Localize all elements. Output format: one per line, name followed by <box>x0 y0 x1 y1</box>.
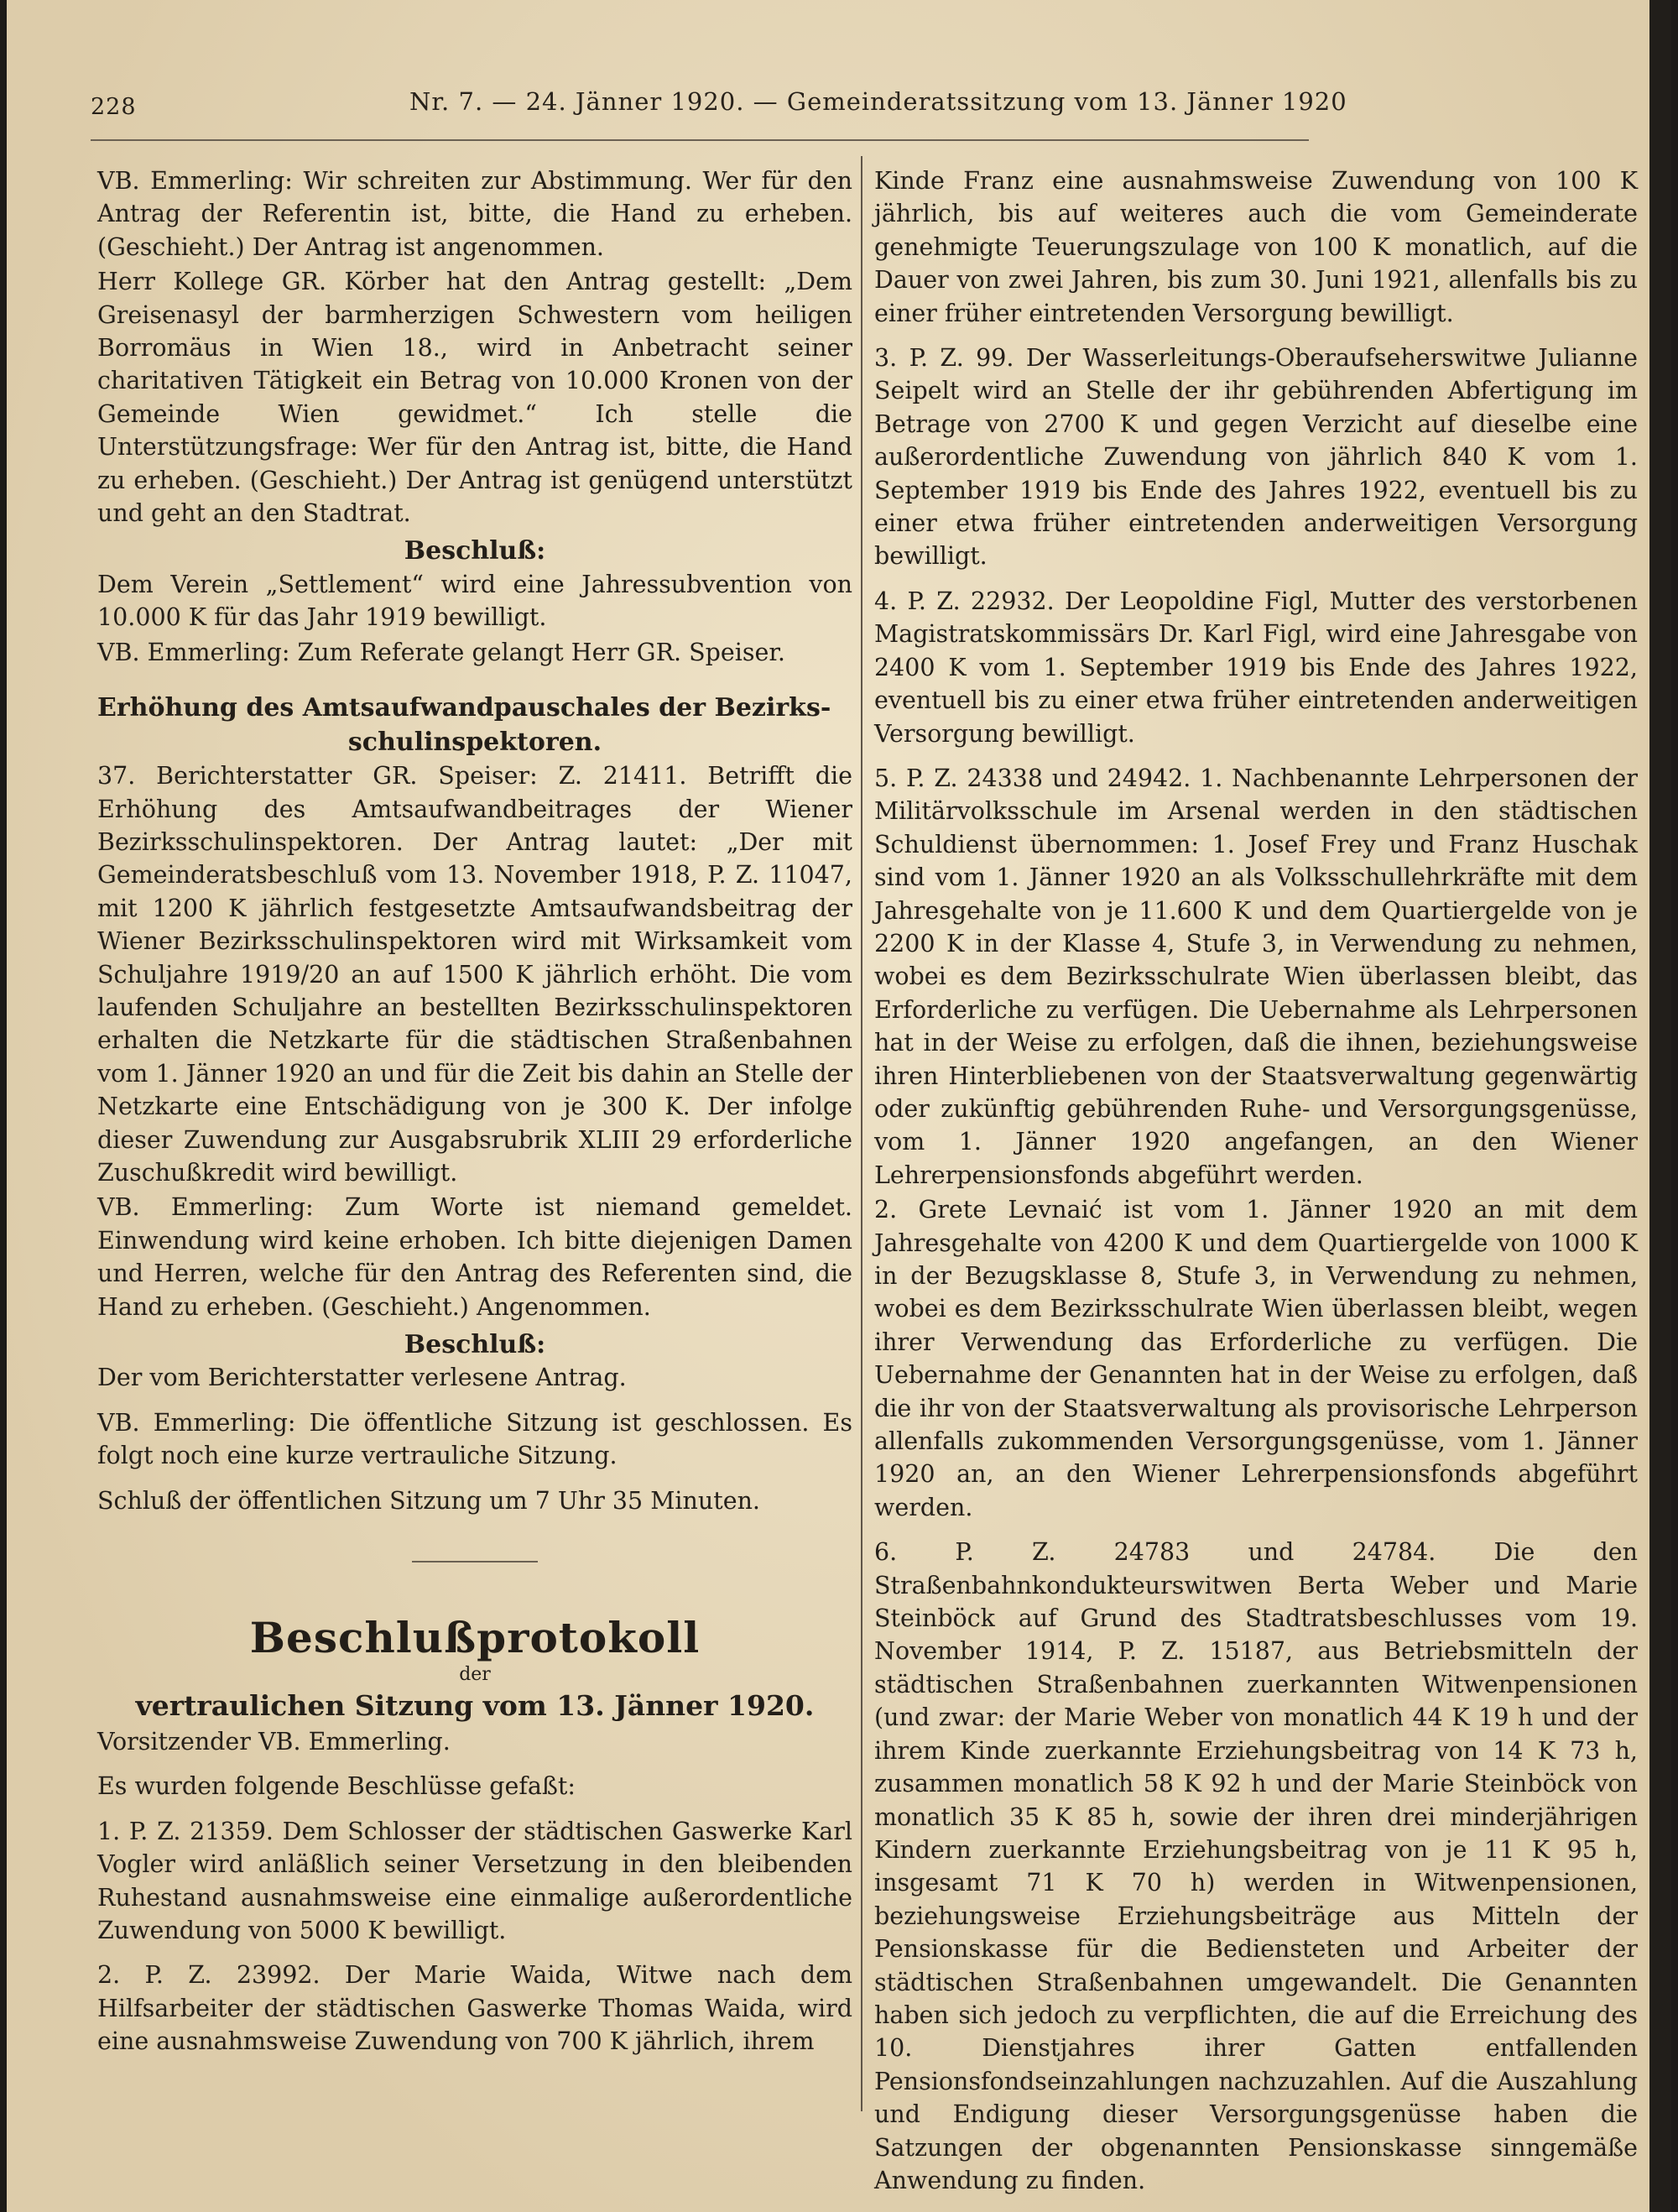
beschluss-item-3: 3. P. Z. 99. Der Wasserleitungs-Oberaufseherswitwe Julianne Seipelt wird an Stelle der ihr gebührenden Abfertigung im Betrage von 2700 K und gegen Verzicht auf dieselbe eine außerordentliche Zuwendung von jährlich 840 K vom 1. September 1919 bis Ende des Jahres 1922, eventuell bis zu einer etwa früher eintretenden anderweitigen Versorgung bewilligt. <box>874 344 1638 571</box>
section-heading-line-2: schulinspektoren. <box>347 728 602 758</box>
paragraph-beschluss-text: Der vom Berichterstatter verlesene Antrag. <box>97 1364 627 1392</box>
right-column <box>874 164 1638 2197</box>
vorsitzender: Vorsitzender VB. Emmerling. <box>97 1728 451 1756</box>
section-heading <box>97 691 852 759</box>
paragraph-koerber-antrag: Herr Kollege GR. Körber hat den Antrag gestellt: „Dem Greisenasyl der barmherzigen Schwestern vom heiligen Borromäus in Wien 18., wird in Anbetracht seiner charitativen Tätigkeit ein Betrag von 10.000 Kronen von der Gemeinde Wien gewidmet.“ Ich stelle die Unterstützungsfrage: Wer für den Antrag ist, bitte, die Hand zu erheben. (Geschieht.) Der Antrag ist genügend unterstützt und geht an den Stadtrat. <box>97 268 852 528</box>
scan-edge <box>1649 0 1671 2212</box>
paragraph-abstimmung: VB. Emmerling: Wir schreiten zur Abstimmung. Wer für den Antrag der Referentin ist, bitte, die Hand zu erheben. (Geschieht.) Der Antrag ist angenommen. <box>97 167 852 261</box>
beschluss-item-2-cont: Kinde Franz eine ausnahmsweise Zuwendung von 100 K jährlich, bis auf weiteres auch die vom Gemeinderate genehmigte Teuerungszulage von 100 K monatlich, auf die Dauer von zwei Jahren, bis zum 30. Juni 1921, allenfalls bis zu einer früher eintretenden Versorgung bewilligt. <box>874 167 1638 327</box>
paragraph-item-37: 37. Berichterstatter GR. Speiser: Z. 21411. Betrifft die Erhöhung des Amtsaufwandbeitrages der Wiener Bezirksschulinspektoren. Der Antrag lautet: „Der mit Gemeinderatsbeschluß vom 13. November 1918, P. Z. 11047, mit 1200 K jährlich festgesetzte Amtsaufwandsbeitrag der Wiener Bezirksschulinspektoren wird mit Wirksamkeit vom Schuljahre 1919/20 an auf 1500 K jährlich erhöht. Die vom laufenden Schuljahre an bestellten Bezirksschulinspektoren erhalten die Netzkarte für die städtischen Straßenbahnen vom 1. Jänner 1920 an und für die Zeit bis dahin an Stelle der Netzkarte eine Entschädigung von je 300 K. Der infolge dieser Zuwendung zur Ausgabsrubrik XLIII 29 erforderliche Zuschußkredit wird bewilligt. <box>97 762 852 1187</box>
section-divider <box>412 1561 538 1562</box>
paragraph-settlement: Dem Verein „Settlement“ wird eine Jahressubvention von 10.000 K für das Jahr 1919 bewilligt. <box>97 570 852 632</box>
section-heading-line-1: Erhöhung des Amtsaufwandpauschales der Bezirks- <box>97 693 831 723</box>
protokoll-der: der <box>459 1664 491 1686</box>
header-rule <box>91 139 1309 141</box>
protokoll-subtitle: vertraulichen Sitzung vom 13. Jänner 1920. <box>135 1689 815 1723</box>
beschluss-heading: Beschluß: <box>404 536 546 566</box>
paragraph-schluss: Schluß der öffentlichen Sitzung um 7 Uhr 35 Minuten. <box>97 1486 760 1515</box>
beschluss-item-6: 6. P. Z. 24783 und 24784. Die den Straßenbahnkondukteurswitwen Berta Weber und Marie Steinböck auf Grund des Stadtratsbeschlusses vom 19. November 1914, P. Z. 15187, aus Betriebsmitteln der städtischen Straßenbahnen zuerkannten Witwenpensionen (und zwar: der Marie Weber von monatlich 44 K 19 h und der ihrem Kinde zuerkannte Erziehungsbeitrag von 14 K 73 h, zusammen monatlich 58 K 92 h und der Marie Steinböck von monatlich 35 K 85 h, sowie der ihren drei minderjährigen Kindern zuerkannte Erziehungsbeitrag von je 11 K 95 h, insgesamt 71 K 70 h) werden in Witwenpensionen, beziehungsweise Erziehungsbeiträge aus Mitteln der Pensionskasse für die Bediensteten und Arbeiter der städtischen Straßenbahnen umgewandelt. Die Genannten haben sich jedoch zu verpflichten, die auf die Erreichung des 10. Dienstjahres ihrer Gatten entfallenden Pensionsfondseinzahlungen nachzuzahlen. Auf die Auszahlung und Endigung dieser Versorgungsgenüsse haben die Satzungen der obgenannten Pensionskasse sinngemäße Anwendung zu finden. <box>874 1538 1638 2194</box>
left-column <box>97 164 852 2058</box>
beschluss-item-4: 4. P. Z. 22932. Der Leopoldine Figl, Mutter des verstorbenen Magistratskommissärs Dr. Karl Figl, wird eine Jahresgabe von 2400 K vom 1. September 1919 bis Ende des Jahres 1922, eventuell bis zu einer etwa früher eintretenden anderweitigen Versorgung bewilligt. <box>874 587 1638 748</box>
beschluss-item-1: 1. P. Z. 21359. Dem Schlosser der städtischen Gaswerke Karl Vogler wird anläßlich seiner Versetzung in den bleibenden Ruhestand ausnahmsweise eine einmalige außerordentliche Zuwendung von 5000 K bewilligt. <box>97 1817 852 1945</box>
column-divider <box>861 156 862 2111</box>
beschluesse-intro: Es wurden folgende Beschlüsse gefaßt: <box>97 1772 576 1801</box>
beschluss-heading-2: Beschluß: <box>404 1330 546 1359</box>
protokoll-title: Beschlußprotokoll <box>249 1613 701 1663</box>
newspaper-page <box>7 0 1671 2212</box>
beschluss-item-5-part-2: 2. Grete Levnaić ist vom 1. Jänner 1920 an mit dem Jahresgehalte von 4200 K und dem Quartiergelde von 1000 K in der Bezugsklasse 8, Stufe 3, in Verwendung zu nehmen, wobei es dem Bezirksschulrate Wien überlassen bleibt, wegen ihrer Verwendung das Erforderliche zu verfügen. Die Uebernahme der Genannten hat in der Weise zu erfolgen, daß die ihr von der Staatsverwaltung als provisorische Lehrperson allenfalls zukommenden Versorgungsgenüsse, vom 1. Jänner 1920 an, an den Wiener Lehrerpensionsfonds abgeführt werden. <box>874 1196 1638 1521</box>
paragraph-sitzung-geschlossen: VB. Emmerling: Die öffentliche Sitzung ist geschlossen. Es folgt noch eine kurze vertrauliche Sitzung. <box>97 1408 852 1470</box>
page-number: 228 <box>91 94 137 120</box>
beschluss-item-2: 2. P. Z. 23992. Der Marie Waida, Witwe nach dem Hilfsarbeiter der städtischen Gaswerke Thomas Waida, wird eine ausnahmsweise Zuwendung von 700 K jährlich, ihrem <box>97 1961 852 2056</box>
paragraph-abstimmung-2: VB. Emmerling: Zum Worte ist niemand gemeldet. Einwendung wird keine erhoben. Ich bitte diejenigen Damen und Herren, welche für den Antrag des Referenten sind, die Hand zu erheben. (Geschieht.) Angenommen. <box>97 1193 852 1321</box>
paragraph-referat-speiser: VB. Emmerling: Zum Referate gelangt Herr GR. Speiser. <box>97 638 785 666</box>
running-head: Nr. 7. — 24. Jänner 1920. — Gemeinderatssitzung vom 13. Jänner 1920 <box>409 87 1347 116</box>
beschluss-item-5: 5. P. Z. 24338 und 24942. 1. Nachbenannte Lehrpersonen der Militärvolksschule im Arsenal werden in den städtischen Schuldienst übernommen: 1. Josef Frey und Franz Huschak sind vom 1. Jänner 1920 an als Volksschullehrkräfte mit dem Jahresgehalte von je 11.600 K und dem Quartiergelde von je 2200 K in der Klasse 4, Stufe 3, in Verwendung zu nehmen, wobei es dem Bezirksschulrate Wien überlassen bleibt, das Erforderliche zu verfügen. Die Uebernahme als Lehrpersonen hat in der Weise zu erfolgen, daß die ihnen, beziehungsweise ihren Hinterbliebenen von der Staatsverwaltung gegenwärtig oder zukünftig gebührenden Ruhe- und Versorgungsgenüsse, vom 1. Jänner 1920 angefangen, an den Wiener Lehrerpensionsfonds abgeführt werden. <box>874 764 1638 1189</box>
